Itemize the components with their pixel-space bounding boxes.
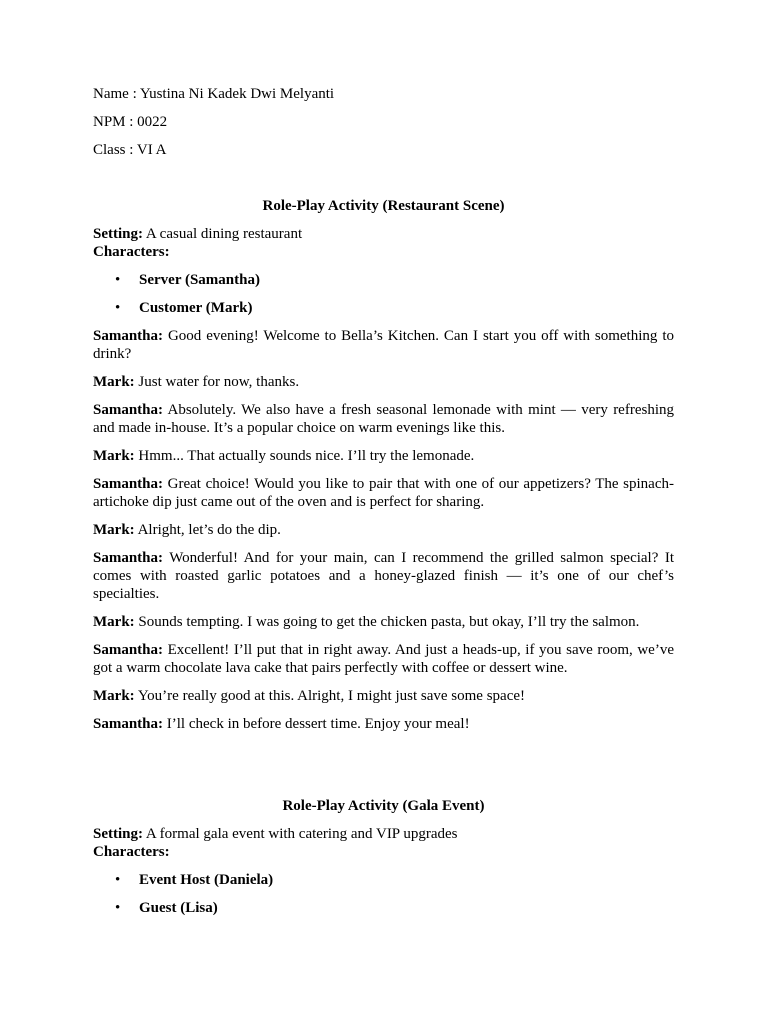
character-item	[93, 299, 674, 317]
dialogue-line	[93, 613, 674, 631]
dialogue-line	[93, 715, 674, 733]
scene1-setting	[93, 225, 674, 243]
student-name: Name : Yustina Ni Kadek Dwi Melyanti	[93, 86, 335, 102]
scene2-characters-label	[93, 843, 674, 861]
dialogue-line	[93, 521, 674, 539]
dialogue-line	[93, 549, 674, 603]
speaker-name: Mark:	[93, 614, 135, 630]
dialogue-line	[93, 475, 674, 511]
document-page	[93, 85, 674, 927]
bullet-icon: •	[115, 272, 121, 288]
speaker-name: Samantha:	[93, 328, 164, 344]
speaker-name: Samantha:	[93, 550, 164, 566]
speaker-name: Samantha:	[93, 402, 164, 418]
scene2-title: Role-Play Activity (Gala Event)	[282, 798, 485, 814]
dialogue-text: You’re really good at this. Alright, I might just save some space!	[134, 688, 526, 704]
dialogue-line	[93, 687, 674, 705]
student-npm: NPM : 0022	[93, 114, 168, 130]
speaker-name: Samantha:	[93, 476, 164, 492]
dialogue-text: Great choice! Would you like to pair that with one of our appetizers? The spinach-artichoke dip just came out of the oven and is perfect for sharing.	[93, 476, 674, 510]
setting-label: Setting:	[93, 226, 143, 242]
dialogue-text: Sounds tempting. I was going to get the chicken pasta, but okay, I’ll try the salmon.	[134, 614, 640, 630]
speaker-name: Mark:	[93, 448, 135, 464]
dialogue-line	[93, 327, 674, 363]
dialogue-text: Absolutely. We also have a fresh seasonal lemonade with mint — very refreshing and made in-house. It’s a popular choice on warm evenings like this.	[93, 402, 674, 436]
speaker-name: Mark:	[93, 688, 135, 704]
speaker-name: Samantha:	[93, 716, 164, 732]
character-name: Server (Samantha)	[139, 272, 260, 288]
dialogue-text: Just water for now, thanks.	[134, 374, 300, 390]
scene1-characters-label	[93, 243, 674, 261]
character-item	[93, 871, 674, 889]
character-item	[93, 271, 674, 289]
scene2-character-list	[93, 871, 674, 917]
bullet-icon: •	[115, 900, 121, 916]
speaker-name: Mark:	[93, 522, 135, 538]
setting-text: A casual dining restaurant	[143, 226, 303, 242]
dialogue-line	[93, 401, 674, 437]
dialogue-line	[93, 373, 674, 391]
student-class: Class : VI A	[93, 142, 167, 158]
bullet-icon: •	[115, 300, 121, 316]
bullet-icon: •	[115, 872, 121, 888]
character-name: Guest (Lisa)	[139, 900, 218, 916]
dialogue-text: Good evening! Welcome to Bella’s Kitchen. Can I start you off with something to drink?	[93, 328, 674, 362]
dialogue-text: Excellent! I’ll put that in right away. And just a heads-up, if you save room, we’ve got a warm chocolate lava cake that pairs perfectly with coffee or dessert wine.	[93, 642, 674, 676]
setting-label: Setting:	[93, 826, 143, 842]
dialogue-line	[93, 641, 674, 677]
dialogue-text: I’ll check in before dessert time. Enjoy your meal!	[163, 716, 470, 732]
speaker-name: Mark:	[93, 374, 135, 390]
characters-label: Characters:	[93, 844, 170, 860]
character-item	[93, 899, 674, 917]
scene1-title: Role-Play Activity (Restaurant Scene)	[262, 198, 505, 214]
dialogue-line	[93, 447, 674, 465]
scene2-setting	[93, 825, 674, 843]
scene1-character-list	[93, 271, 674, 317]
dialogue-text: Hmm... That actually sounds nice. I’ll try the lemonade.	[134, 448, 475, 464]
characters-label: Characters:	[93, 244, 170, 260]
character-name: Event Host (Daniela)	[139, 872, 274, 888]
speaker-name: Samantha:	[93, 642, 164, 658]
setting-text: A formal gala event with catering and VIP upgrades	[143, 826, 458, 842]
dialogue-text: Alright, let’s do the dip.	[134, 522, 281, 538]
character-name: Customer (Mark)	[139, 300, 253, 316]
dialogue-text: Wonderful! And for your main, can I recommend the grilled salmon special? It comes with roasted garlic potatoes and a honey-glazed finish — it’s one of our chef’s specialties.	[93, 550, 674, 602]
